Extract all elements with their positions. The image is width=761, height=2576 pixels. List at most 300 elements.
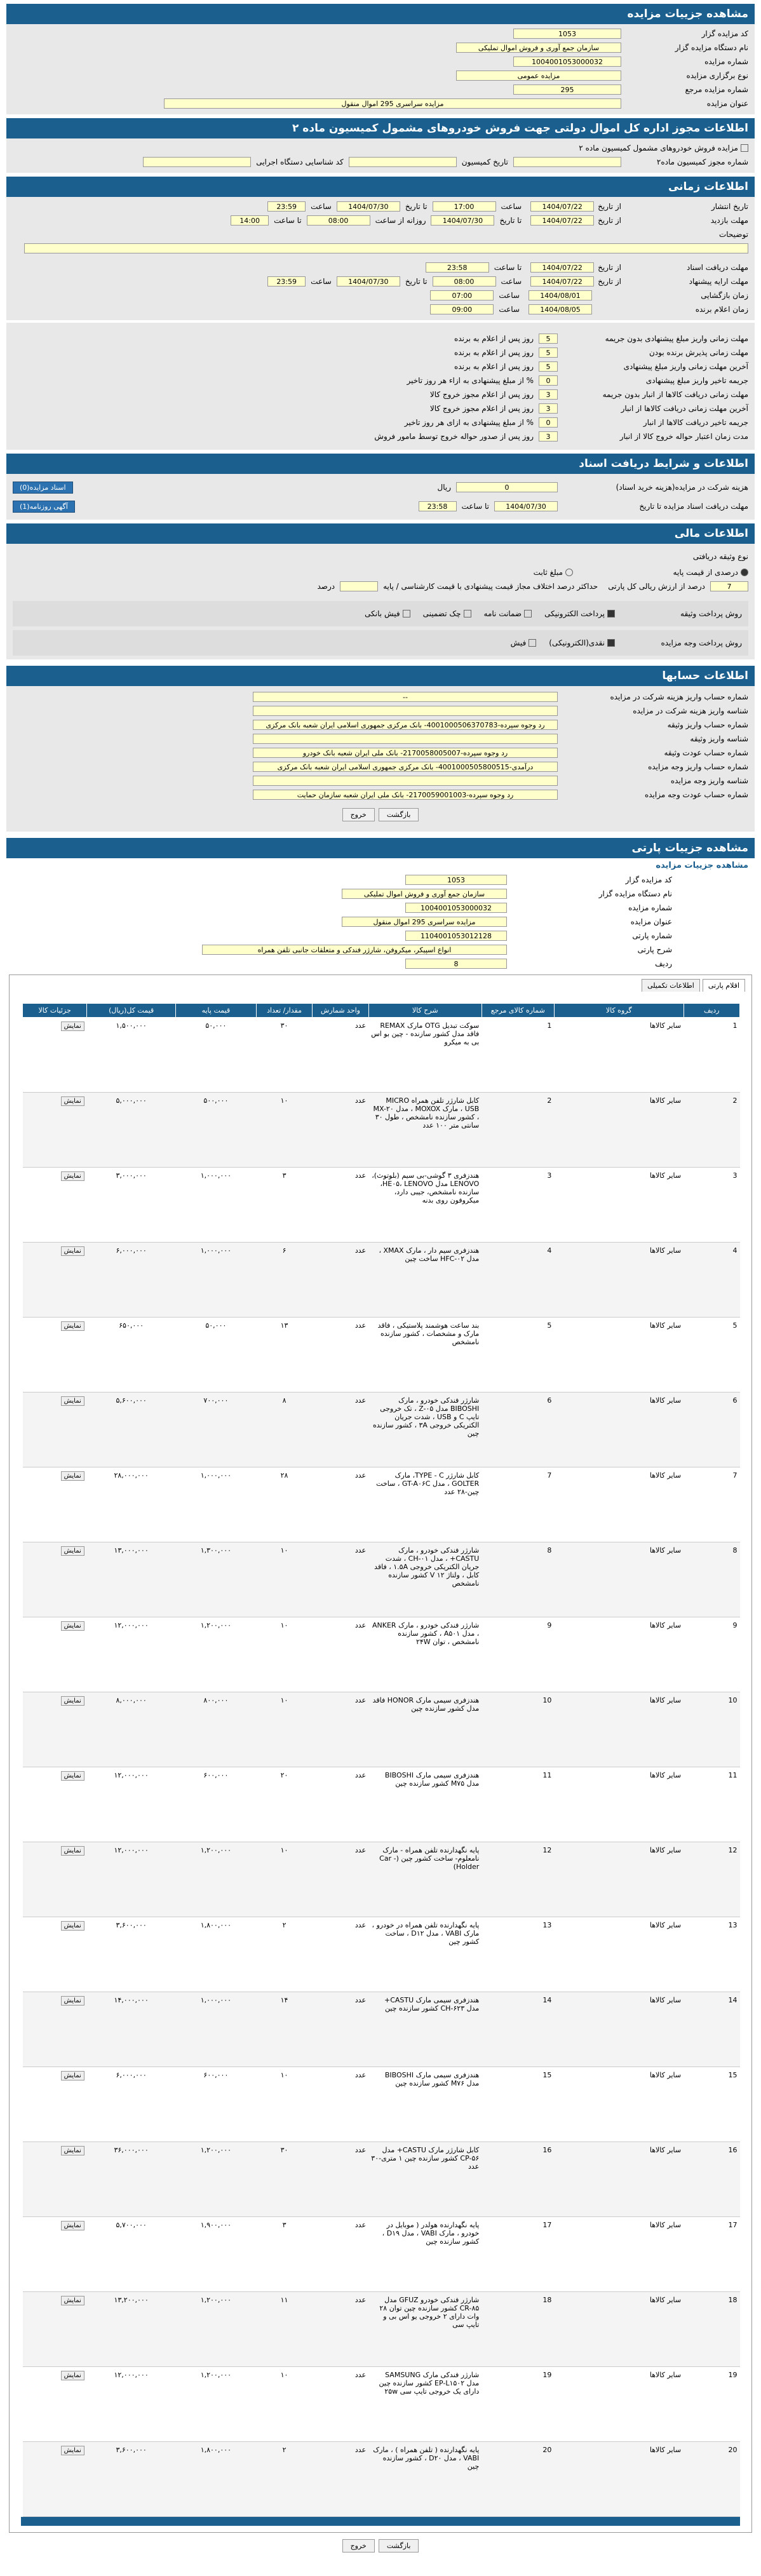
table-cell: سایر کالاها [554, 1692, 684, 1767]
detail-cell [23, 1018, 87, 1093]
table-cell: بند ساعت هوشمند پلاستیکی ، فاقد مارک و مشخصات ، کشور سازنده نامشخص [368, 1318, 482, 1393]
pub-label: تاریخ انتشار [711, 202, 748, 211]
table-row [23, 1243, 740, 1318]
detail-button[interactable]: نمایش [61, 2146, 84, 2155]
table-cell: 10 [684, 1692, 739, 1767]
table-cell: 5 [482, 1318, 554, 1393]
account-field [253, 706, 558, 716]
table-cell: ۶۰۰,۰۰۰ [175, 1767, 256, 1842]
table-cell: ۳,۰۰۰,۰۰۰ [87, 1168, 176, 1243]
table-cell: شارژر فندکی خودرو ، مارک ANKER ، مدل A۵۰۱ ، کشور سازنده نامشخص ، توان ۲۴W [368, 1617, 482, 1692]
desc-label: توضیحات [718, 230, 748, 239]
table-cell: سایر کالاها [554, 1542, 684, 1617]
table-cell: ۱۰ [256, 1542, 312, 1617]
table-cell: ۱۳,۲۰۰,۰۰۰ [87, 2292, 176, 2367]
account-label: شناسه واریز هزینه شرکت در مزایده [633, 706, 748, 715]
to-label: تا تاریخ [405, 277, 428, 286]
table-cell: ۲۸ [256, 1467, 312, 1542]
table-row [23, 1842, 740, 1917]
detail-button[interactable]: نمایش [61, 1396, 84, 1406]
table-cell: کابل شارژر مارک CASTU+ مدل CP-۵۶ کشور سازنده چین ۱ متری-۳۰ عدد [368, 2142, 482, 2217]
column-header: شرح کالا [368, 1004, 482, 1018]
detail-button[interactable]: نمایش [61, 2371, 84, 2380]
table-cell: 11 [684, 1767, 739, 1842]
table-cell: 18 [482, 2292, 554, 2367]
table-cell: 7 [684, 1467, 739, 1542]
term-suffix: روز پس از اعلام مجوز خروج کالا [429, 390, 534, 399]
table-cell: ۶۰۰,۰۰۰ [175, 2067, 256, 2142]
footer-back-button[interactable]: بازگشت [379, 2539, 419, 2552]
table-cell: ۱,۰۰۰,۰۰۰ [175, 1467, 256, 1542]
num-field: 1004001053000032 [513, 57, 621, 67]
announce-time-field: 09:00 [430, 304, 494, 314]
docs-button[interactable]: اسناد مزایده(0) [13, 482, 73, 494]
detail-button[interactable]: نمایش [61, 2071, 84, 2080]
table-cell: ۱۰ [256, 1692, 312, 1767]
detail-button[interactable]: نمایش [61, 1321, 84, 1331]
detail-button[interactable]: نمایش [61, 2446, 84, 2455]
table-cell: 16 [684, 2142, 739, 2217]
party-desc-field: انواع اسپیکر، میکروفن، شارژر فندکی و متعلقات جانبی تلفن همراه [202, 945, 507, 955]
table-cell: عدد [313, 1467, 368, 1542]
detail-button[interactable]: نمایش [61, 1996, 84, 2006]
open-time-field: 07:00 [430, 290, 494, 300]
table-cell: 11 [482, 1767, 554, 1842]
max-label: حداکثر درصد اختلاف مجاز قیمت پیشنهادی با قیمت کارشناسی / پایه [383, 582, 598, 591]
section-party-header: مشاهده جزییات پارتی [6, 838, 755, 858]
pub-to-field: 1404/07/30 [337, 201, 400, 212]
table-cell: ۱۰ [256, 2367, 312, 2442]
column-header: جزئیات کالا [23, 1004, 87, 1018]
table-cell: ۱,۹۰۰,۰۰۰ [175, 2217, 256, 2292]
times-section [6, 197, 755, 320]
table-cell: ۲۰ [256, 1767, 312, 1842]
account-label: شماره حساب واریز وثیقه [667, 720, 748, 729]
column-header: مقدار/ تعداد [256, 1004, 312, 1018]
table-cell: ۲۸,۰۰۰,۰۰۰ [87, 1467, 176, 1542]
detail-cell [23, 2142, 87, 2217]
detail-cell [23, 1917, 87, 1992]
fixed-radio[interactable] [565, 569, 573, 576]
account-label: شماره حساب واریز هزینه شرکت در مزایده [610, 692, 748, 701]
table-cell: ۱,۳۰۰,۰۰۰ [175, 1542, 256, 1617]
detail-cell [23, 1243, 87, 1318]
org-label: نام دستگاه مزایده گزار [675, 43, 748, 52]
table-cell: عدد [313, 1243, 368, 1318]
party-num-label: شماره مزایده [628, 903, 672, 912]
table-cell: ۲ [256, 2442, 312, 2517]
table-row [23, 2292, 740, 2367]
detail-button[interactable]: نمایش [61, 1096, 84, 1106]
table-cell: سایر کالاها [554, 1842, 684, 1917]
table-cell: سایر کالاها [554, 2292, 684, 2367]
table-cell: 20 [684, 2442, 739, 2517]
detail-cell [23, 1393, 87, 1467]
table-cell: ۶۵۰,۰۰۰ [87, 1318, 176, 1393]
detail-button[interactable]: نمایش [61, 1546, 84, 1556]
table-cell: 4 [482, 1243, 554, 1318]
term-suffix: روز پس از صدور حواله خروج توسط مامور فروش [374, 432, 534, 441]
table-cell: 14 [684, 1992, 739, 2067]
table-cell: کابل شارژر TYPE - C، مارک GOLTER ، مدل GT-A۰۶C ، ساخت چین-۲۸ عدد [368, 1467, 482, 1542]
detail-cell [23, 1617, 87, 1692]
detail-button[interactable]: نمایش [61, 1621, 84, 1631]
account-field [253, 776, 558, 786]
table-cell: ۵۰,۰۰۰ [175, 1018, 256, 1093]
table-cell: شارژر فندکی خودرو ، مارک CASTU+ ، مدل CH-۰۱ ، شدت جریان الکتریکی خروجی ۱.۵A ، فاقد کابل ، ولتاژ ۱۲ V کشور سازنده نامشخص [368, 1542, 482, 1617]
account-field [253, 734, 558, 744]
pay-electronic-label: پرداخت الکترونیکی [544, 609, 605, 618]
time-label: ساعت [311, 202, 332, 211]
pay-slip-label: فیش بانکی [365, 609, 400, 618]
table-cell: 3 [684, 1168, 739, 1243]
table-cell: 12 [684, 1842, 739, 1917]
pub-time1-field: 17:00 [433, 201, 496, 212]
detail-cell [23, 1093, 87, 1168]
items-table [22, 1003, 740, 2517]
title-field: مزایده سراسری 295 اموال منقول [164, 98, 621, 109]
detail-button[interactable]: نمایش [61, 2221, 84, 2230]
deadline-label: مهلت دریافت اسناد مزایده تا تاریخ [639, 502, 748, 511]
table-cell: ۱,۰۰۰,۰۰۰ [175, 1992, 256, 2067]
party-row-field: 8 [405, 959, 507, 969]
org-field: سازمان جمع آوری و فروش اموال تملیکی [456, 43, 621, 53]
term-value: 0 [539, 417, 558, 428]
table-row [23, 2367, 740, 2442]
term-value: 0 [539, 375, 558, 386]
table-cell: ۶,۰۰۰,۰۰۰ [87, 2067, 176, 2142]
party-pnum-field: 1104001053012128 [405, 931, 507, 941]
code-field: 1053 [513, 29, 621, 39]
table-row [23, 2142, 740, 2217]
table-cell: ۱,۰۰۰,۰۰۰ [175, 1243, 256, 1318]
max-field [340, 581, 378, 591]
detail-button[interactable]: نمایش [61, 1771, 84, 1781]
table-cell: ۱۲,۰۰۰,۰۰۰ [87, 1617, 176, 1692]
table-row [23, 2442, 740, 2517]
table-cell: پایه نگهدارنده تلفن همراه - مارک نامعلوم- ساخت کشور چین (- Car Holder) [368, 1842, 482, 1917]
table-cell: 19 [482, 2367, 554, 2442]
docs-section [6, 474, 755, 520]
table-row [23, 1093, 740, 1168]
section-accounts-header: اطلاعات حسابها [6, 666, 755, 686]
table-cell: پایه نگهدارنده ( تلفن همراه ) ، مارک VABI ، مدل D۲۰ ، کشور سازنده چین [368, 2442, 482, 2517]
table-cell: ۸۰۰,۰۰۰ [175, 1692, 256, 1767]
offer-time1-field: 08:00 [433, 276, 496, 287]
table-cell: سایر کالاها [554, 2142, 684, 2217]
title-label: عنوان مزایده [706, 99, 748, 108]
table-cell: ۱,۲۰۰,۰۰۰ [175, 1617, 256, 1692]
table-cell: ۵,۶۰۰,۰۰۰ [87, 1393, 176, 1467]
exit-button[interactable]: خروج [342, 808, 375, 821]
table-cell: ۱۰ [256, 1617, 312, 1692]
table-cell: سایر کالاها [554, 2442, 684, 2517]
account-field: رد وجوه سپرده-4001000506370783- بانک مرکزی جمهوری اسلامی ایران شعبه بانک مرکزی [253, 720, 558, 730]
account-label: شناسه واریز وثیقه [690, 734, 748, 743]
table-cell: 4 [684, 1243, 739, 1318]
detail-cell [23, 2292, 87, 2367]
table-cell: سایر کالاها [554, 1168, 684, 1243]
table-cell: 7 [482, 1467, 554, 1542]
table-cell: 8 [482, 1542, 554, 1617]
table-cell: عدد [313, 1018, 368, 1093]
table-cell: هندزفری سیمی مارک CASTU+ مدل CH-۶۲۳ کشور سازنده چین [368, 1992, 482, 2067]
party-subtitle: مشاهده جزییات مزایده [656, 861, 748, 870]
table-cell: ۱۱ [256, 2292, 312, 2367]
table-cell: سایر کالاها [554, 1018, 684, 1093]
deadline-time-label: تا ساعت [461, 502, 489, 511]
pay-slip-checkbox[interactable] [403, 610, 410, 617]
party-org-field: سازمان جمع آوری و فروش اموال تملیکی [342, 889, 507, 899]
table-cell: ۱۲,۰۰۰,۰۰۰ [87, 2367, 176, 2442]
table-cell: عدد [313, 1767, 368, 1842]
table-cell: ۸,۰۰۰,۰۰۰ [87, 1692, 176, 1767]
table-cell: عدد [313, 1393, 368, 1467]
table-cell: سایر کالاها [554, 2367, 684, 2442]
back-button[interactable]: بازگشت [379, 808, 419, 821]
table-cell: عدد [313, 1992, 368, 2067]
table-cell: ۳ [256, 1168, 312, 1243]
table-cell: عدد [313, 1168, 368, 1243]
account-label: شماره حساب واریز وجه مزایده [648, 762, 748, 771]
term-suffix: روز پس از اعلام به برنده [454, 348, 534, 357]
table-cell: عدد [313, 1542, 368, 1617]
table-cell: ۱۳ [256, 1318, 312, 1393]
table-cell: هندزفری سیمی مارک BIBOSHI مدل M۷۵ کشور سازنده چین [368, 1767, 482, 1842]
doc-from-field: 1404/07/22 [530, 262, 594, 273]
ref-label: شماره مزایده مرجع [685, 85, 748, 94]
table-row [23, 1917, 740, 1992]
visit-time1-field: 08:00 [307, 215, 370, 226]
pay-cheque-checkbox[interactable] [464, 610, 471, 617]
time-label: ساعت [501, 277, 522, 286]
term-label: مهلت زمانی واریز مبلغ پیشنهادی بدون جریمه [605, 334, 748, 343]
term-value: 5 [539, 334, 558, 344]
term-suffix: روز پس از اعلام به برنده [454, 362, 534, 371]
detail-button[interactable]: نمایش [61, 1246, 84, 1256]
table-cell: 5 [684, 1318, 739, 1393]
table-cell: ۱۰ [256, 1842, 312, 1917]
term-label: جریمه تاخیر دریافت کالاها از انبار [643, 418, 748, 427]
pub-from-field: 1404/07/22 [530, 201, 594, 212]
till-label: تا ساعت [274, 216, 302, 225]
term-value: 3 [539, 403, 558, 414]
price-cash-checkbox[interactable] [607, 639, 615, 647]
offer-time2-field: 23:59 [267, 276, 306, 287]
table-cell: ۳ [256, 2217, 312, 2292]
table-cell: پایه نگهدارنده هولدر ( موبایل در خودرو ، مارک VABI ، مدل D۱۹ ، کشور سازنده چین [368, 2217, 482, 2292]
visit-to-field: 1404/07/30 [431, 215, 494, 226]
table-cell: سایر کالاها [554, 2217, 684, 2292]
table-cell: 3 [482, 1168, 554, 1243]
percent-field: 7 [710, 581, 748, 591]
percent-radio[interactable] [741, 569, 748, 576]
page [6, 4, 755, 2559]
table-cell: سایر کالاها [554, 1992, 684, 2067]
pay-electronic-checkbox[interactable] [607, 610, 615, 617]
table-cell: ۱,۰۰۰,۰۰۰ [175, 1168, 256, 1243]
table-cell: عدد [313, 1617, 368, 1692]
table-cell: 8 [684, 1542, 739, 1617]
fee-unit: ریال [437, 483, 451, 492]
account-field: درآمدی-4001000505800515- بانک مرکزی جمهوری اسلامی ایران شعبه بانک مرکزی [253, 762, 558, 772]
table-row [23, 1393, 740, 1467]
table-cell: سایر کالاها [554, 1617, 684, 1692]
detail-cell [23, 1842, 87, 1917]
party-pnum-label: شماره پارتی [632, 931, 672, 940]
table-cell: 18 [684, 2292, 739, 2367]
time-label: ساعت [501, 202, 522, 211]
percent-label: درصدی از قیمت پایه [673, 568, 738, 577]
detail-button[interactable]: نمایش [61, 1921, 84, 1931]
term-label: آخرین مهلت زمانی واریز مبلغ پیشنهادی [623, 362, 748, 371]
time-label: ساعت [499, 305, 520, 314]
pay-guarantee-checkbox[interactable] [524, 610, 532, 617]
announce-label: زمان اعلام برنده [695, 305, 748, 314]
table-cell: ۷۰۰,۰۰۰ [175, 1393, 256, 1467]
section-finance-header: اطلاعات مالی [6, 523, 755, 544]
daily-label: روزانه از ساعت [375, 216, 426, 225]
table-cell: 1 [684, 1018, 739, 1093]
table-cell: ۱۰ [256, 1093, 312, 1168]
table-cell: ۱۳,۰۰۰,۰۰۰ [87, 1542, 176, 1617]
table-cell: عدد [313, 1093, 368, 1168]
detail-button[interactable]: نمایش [61, 1022, 84, 1031]
permit-date-label: تاریخ کمیسیون [461, 158, 508, 166]
num-label: شماره مزایده [704, 57, 748, 66]
party-org-label: نام دستگاه مزایده گزار [598, 889, 672, 898]
open-date-field: 1404/08/01 [529, 290, 592, 300]
type-label: نوع برگزاری مزایده [686, 71, 748, 80]
permit-check-label: مزایده فروش خودروهای مشمول کمیسیون ماده ۲ [579, 144, 738, 152]
table-row [23, 2067, 740, 2142]
permit-checkbox[interactable] [741, 144, 748, 152]
from-label: از تاریخ [598, 216, 621, 225]
payment-label: روش پرداخت وثیقه [680, 609, 742, 618]
table-cell: ۱,۲۰۰,۰۰۰ [175, 2292, 256, 2367]
table-cell: ۱,۸۰۰,۰۰۰ [175, 1917, 256, 1992]
fee-field: 0 [456, 482, 558, 492]
table-cell: سایر کالاها [554, 1393, 684, 1467]
detail-cell [23, 2367, 87, 2442]
table-cell: 6 [684, 1393, 739, 1467]
term-suffix: % از مبلغ پیشنهادی به ازاء هر روز تاخیر [407, 376, 534, 385]
detail-button[interactable]: نمایش [61, 1846, 84, 1856]
term-value: 3 [539, 389, 558, 400]
account-field: -- [253, 692, 558, 702]
table-cell: شارژر فندکی خودرو GFUZ مدل CR-۸۵ کشور سازنده چین توان ۲۸ وات دارای ۲ خروجی یو اس بی و تایپ سی [368, 2292, 482, 2367]
table-cell: ۳,۶۰۰,۰۰۰ [87, 1917, 176, 1992]
column-header: واحد شمارش [313, 1004, 368, 1018]
from-label: از تاریخ [598, 277, 621, 286]
detail-button[interactable]: نمایش [61, 1471, 84, 1481]
term-suffix: روز پس از اعلام مجوز خروج کالا [429, 404, 534, 413]
table-cell: 10 [482, 1692, 554, 1767]
table-cell: ۵۰,۰۰۰ [175, 1318, 256, 1393]
tab-party-items[interactable]: اقلام پارتی [703, 979, 745, 992]
price-slip-label: فیش [510, 638, 527, 647]
term-label: مهلت زمانی پذیرش برنده بودن [649, 348, 748, 357]
table-cell: عدد [313, 2292, 368, 2367]
term-label: آخرین مهلت زمانی دریافت کالاها از انبار [621, 404, 748, 413]
ref-field: 295 [513, 84, 621, 95]
visit-label: مهلت بازدید [710, 216, 748, 225]
table-row [23, 1467, 740, 1542]
detail-cell [23, 1767, 87, 1842]
detail-cell [23, 1467, 87, 1542]
table-cell: ۳۰ [256, 2142, 312, 2217]
table-cell: عدد [313, 2367, 368, 2442]
term-suffix: روز پس از اعلام به برنده [454, 334, 534, 343]
deadline-time-field: 23:58 [419, 501, 457, 511]
account-label: شماره حساب عودت وثیقه [664, 748, 748, 757]
section-times-header: اطلاعات زمانی [6, 177, 755, 197]
footer-exit-button[interactable]: خروج [342, 2539, 375, 2552]
detail-button[interactable]: نمایش [61, 1171, 84, 1181]
column-header: گروه کالا [554, 1004, 684, 1018]
table-cell: عدد [313, 1318, 368, 1393]
finance-section [6, 544, 755, 659]
table-cell: سایر کالاها [554, 2067, 684, 2142]
tab-extra-info[interactable]: اطلاعات تکمیلی [642, 979, 700, 992]
detail-cell [23, 1992, 87, 2067]
table-cell: 2 [482, 1093, 554, 1168]
table-cell: عدد [313, 1917, 368, 1992]
price-slip-checkbox[interactable] [529, 639, 536, 647]
detail-cell [23, 2067, 87, 2142]
table-cell: ۶,۰۰۰,۰۰۰ [87, 1243, 176, 1318]
offer-label: مهلت ارایه پیشنهاد [689, 277, 748, 286]
table-cell: 13 [482, 1917, 554, 1992]
table-cell: 12 [482, 1842, 554, 1917]
detail-button[interactable]: نمایش [61, 1696, 84, 1706]
detail-cell [23, 2217, 87, 2292]
offer-from-field: 1404/07/22 [530, 276, 594, 287]
table-cell: هندزفری سیم دار ، مارک XMAX ، مدل HFC-۰۲ ساخت چین [368, 1243, 482, 1318]
account-label: شماره حساب عودت وجه مزایده [644, 790, 748, 799]
table-cell: کابل شارژر تلفن همراه MICRO USB ، مارک MOXOX ، مدل MX-۲۰ ، کشور سازنده نامشخص ، طول ۳۰ سانتی متر ۱۰۰ عدد [368, 1093, 482, 1168]
table-cell: سایر کالاها [554, 1318, 684, 1393]
visit-from-field: 1404/07/22 [530, 215, 594, 226]
table-row [23, 1692, 740, 1767]
detail-cell [23, 2442, 87, 2517]
table-cell: ۱,۲۰۰,۰۰۰ [175, 2367, 256, 2442]
visit-time2-field: 14:00 [231, 215, 269, 226]
table-cell: ۳۰ [256, 1018, 312, 1093]
table-row [23, 1018, 740, 1093]
open-label: زمان بازگشایی [701, 291, 748, 300]
newspaper-button[interactable]: آگهی روزنامه(1) [13, 501, 75, 513]
table-cell: عدد [313, 1692, 368, 1767]
detail-cell [23, 1168, 87, 1243]
table-cell: 17 [482, 2217, 554, 2292]
term-suffix: % از مبلغ پیشنهادی به ازای هر روز تاخیر [404, 418, 534, 427]
table-cell: عدد [313, 2142, 368, 2217]
pay-guarantee-label: ضمانت نامه [483, 609, 522, 618]
table-cell: سایر کالاها [554, 1093, 684, 1168]
table-cell: عدد [313, 2067, 368, 2142]
table-cell: 17 [684, 2217, 739, 2292]
detail-button[interactable]: نمایش [61, 2296, 84, 2305]
to-label: تا تاریخ [499, 216, 522, 225]
price-cash-label: نقدی(الکترونیکی) [549, 638, 605, 647]
table-cell: ۱,۲۰۰,۰۰۰ [175, 2142, 256, 2217]
term-label: مدت زمان اعتبار حواله خروج کالا از انبار [619, 432, 748, 441]
table-cell: ۸ [256, 1393, 312, 1467]
permit-id-field [143, 157, 251, 167]
desc-field [24, 243, 748, 253]
section-permit-header: اطلاعات مجوز اداره کل اموال دولتی جهت فروش خودروهای مشمول کمیسیون ماده ۲ [6, 118, 755, 138]
